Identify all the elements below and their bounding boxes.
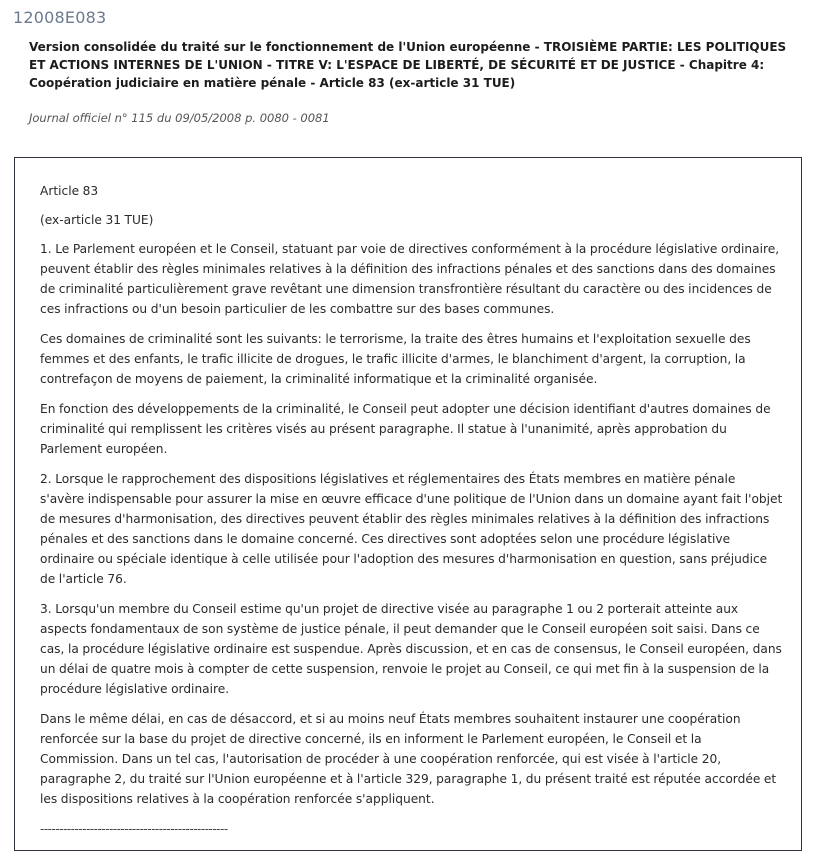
article-paragraph-1: 1. Le Parlement européen et le Conseil, statuant par voie de directives conformément à la procédure législative ordinaire, peuvent établir des règles minimales relatives à la définition des infractions pénales et des sanctions dans des domaines de criminalité particulièrement grave revêtant une dimension transfrontière résultant du caractère ou des incidences de ces infractions ou d'un besoin particulier de les combattre sur des bases communes. — [40, 242, 780, 316]
article-heading: Article 83 — [40, 184, 99, 198]
article-text-box — [14, 157, 802, 851]
article-paragraph-4: 2. Lorsque le rapprochement des dispositions législatives et réglementaires des États membres en matière pénale s'avère indispensable pour assurer la mise en œuvre efficace d'une politique de l'Union dans un domaine ayant fait l'objet de mesures d'harmonisation, des directives peuvent établir des règles minimales relatives à la définition des infractions pénales et des sanctions dans le domaine concerné. Ces directives sont adoptées selon une procédure législative ordinaire ou spéciale identique à celle utilisée pour l'adoption des mesures d'harmonisation en question, sans préjudice de l'article 76. — [40, 472, 783, 586]
document-id: 12008E083 — [13, 8, 107, 27]
journal-reference: Journal officiel n° 115 du 09/05/2008 p. 0080 - 0081 — [29, 111, 330, 125]
article-subheading: (ex-article 31 TUE) — [40, 213, 154, 227]
article-paragraph-3: En fonction des développements de la criminalité, le Conseil peut adopter une décision identifiant d'autres domaines de criminalité qui remplissent les critères visés au présent paragraphe. Il statue à l'unanimité, après approbation du Parlement européen. — [40, 402, 771, 456]
article-paragraph-6: Dans le même délai, en cas de désaccord, et si au moins neuf États membres souhaitent instaurer une coopération renforcée sur la base du projet de directive concerné, ils en informent le Parlement européen, le Conseil et la Commission. Dans un tel cas, l'autorisation de procéder à une coopération renforcée, qui est visée à l'article 20, paragraphe 2, du traité sur l'Union européenne et à l'article 329, paragraphe 1, du présent traité est réputée accordée et les dispositions relatives à la coopération renforcée s'appliquent. — [40, 712, 777, 806]
article-paragraph-2: Ces domaines de criminalité sont les suivants: le terrorisme, la traite des êtres humains et l'exploitation sexuelle des femmes et des enfants, le trafic illicite de drogues, le trafic illicite d'armes, le blanchiment d'argent, la corruption, la contrefaçon de moyens de paiement, la criminalité informatique et la criminalité organisée. — [40, 332, 751, 386]
article-paragraph-5: 3. Lorsqu'un membre du Conseil estime qu'un projet de directive visée au paragraphe 1 ou 2 porterait atteinte aux aspects fondamentaux de son système de justice pénale, il peut demander que le Conseil européen soit saisi. Dans ce cas, la procédure législative ordinaire est suspendue. Après discussion, et en cas de consensus, le Conseil européen, dans un délai de quatre mois à compter de cette suspension, renvoie le projet au Conseil, ce qui met fin à la suspension de la procédure législative ordinaire. — [40, 602, 782, 696]
document-title: Version consolidée du traité sur le fonctionnement de l'Union européenne - TROISIÈME PARTIE: LES POLITIQUES ET ACTIONS INTERNES DE L'UNION - TITRE V: L'ESPACE DE LIBERTÉ, DE SÉCURITÉ ET DE JUSTICE - Chapitre 4: Coopération judiciaire en matière pénale - Article 83 (ex-article 31 TUE) — [29, 40, 787, 90]
separator-line: ------------------------------------------------- — [40, 822, 228, 836]
